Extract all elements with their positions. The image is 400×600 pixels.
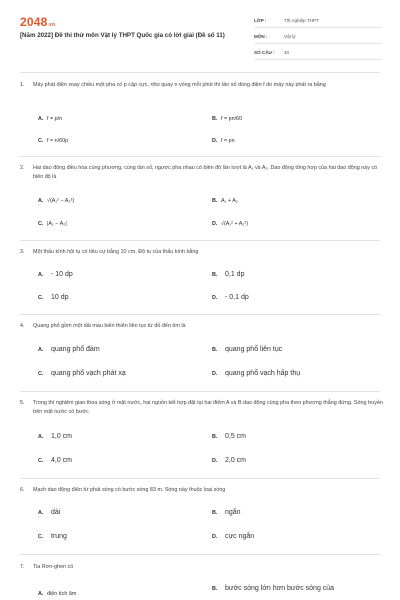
option-text: trung: [51, 533, 67, 540]
question-number: 5.: [20, 400, 25, 406]
meta-row-subject: [254, 30, 382, 44]
question-text: Hai dao động điều hòa cùng phương, cùng tần số, ngược pha nhau có biên độ lần lượt là A₁ và A₂. Dao động tổng hợp của hai dao động này có biên độ là: [33, 165, 378, 180]
question-number: 1.: [20, 82, 25, 88]
option-text: - 10 dp: [51, 271, 73, 278]
option-letter: B.: [212, 434, 218, 440]
option-text: f = p/n: [47, 116, 63, 122]
meta-key: MÔN :: [254, 34, 268, 39]
option-text: 2,0 cm: [225, 457, 247, 464]
option-letter: D.: [212, 295, 218, 301]
divider: [20, 391, 380, 392]
option-text: dài: [51, 509, 61, 516]
question-text: Trong thí nghiệm giao thoa sóng ở mặt nước, hai nguồn kết hợp đặt tại hai điểm A và B dao động cùng pha theo phương thẳng đứng. Sóng truyền trên mặt nước có bước: [33, 400, 383, 415]
option-letter: C.: [38, 371, 44, 377]
option-letter: A.: [38, 347, 44, 353]
option-text: 1,0 cm: [51, 433, 73, 440]
option-text: quang phổ vạch phát xạ: [51, 370, 126, 377]
divider: [20, 240, 380, 241]
page-header: [0, 0, 400, 72]
option-letter: A.: [38, 116, 44, 122]
option-letter: B.: [212, 347, 218, 353]
question-text: Một thấu kính hội tụ có tiêu cự bằng 10 cm. Độ tụ của thấu kính bằng: [33, 249, 199, 255]
question-number: 7.: [20, 564, 25, 570]
option-letter: C.: [38, 295, 44, 301]
option-text: |A₁ − A₂|: [47, 221, 67, 227]
option-letter: C.: [38, 138, 44, 144]
meta-value: Tốt nghiệp THPT: [284, 18, 319, 23]
option-letter: A.: [38, 510, 44, 516]
option-text: f = n/60p: [47, 138, 69, 144]
option-text: quang phổ liên tục: [225, 346, 283, 353]
option-letter: C.: [38, 221, 44, 227]
option-text: √(A₁² − A₂²): [47, 198, 75, 204]
meta-key: LỚP :: [254, 18, 267, 23]
option-letter: D.: [212, 458, 218, 464]
option-letter: B.: [212, 116, 218, 122]
option-text: ngắn: [225, 509, 241, 516]
option-text: 0,1 dp: [225, 271, 245, 278]
site-logo[interactable]: [20, 15, 55, 29]
logo-suffix: .vn: [47, 22, 56, 28]
option-letter: B.: [212, 272, 218, 278]
option-letter: A.: [38, 272, 44, 278]
divider: [20, 156, 380, 157]
question-number: 4.: [20, 323, 25, 329]
question-number: 6.: [20, 487, 25, 493]
option-letter: B.: [212, 586, 218, 592]
document-title: [Năm 2022] Đề thi thử môn Vật lý THPT Quốc gia có lời giải (Đề số 11): [20, 32, 225, 39]
option-text: f = pn: [221, 138, 235, 144]
option-text: 10 dp: [51, 294, 69, 301]
option-letter: B.: [212, 198, 218, 204]
option-letter: A.: [38, 434, 44, 440]
divider: [20, 554, 380, 555]
option-text: - 0,1 dp: [225, 294, 249, 301]
meta-value: 40: [284, 50, 290, 55]
option-letter: A.: [38, 591, 44, 597]
question-text: Mạch dao động điện từ phát sóng có bước sóng 83 m. Sóng này thuộc loại sóng: [33, 487, 226, 493]
option-text: cực ngắn: [225, 533, 255, 540]
option-letter: D.: [212, 138, 218, 144]
option-text: 4,0 cm: [51, 457, 73, 464]
option-text: bước sóng lớn hơn bước sóng của: [225, 585, 335, 592]
option-text: quang phổ đám: [51, 346, 100, 353]
option-text: f = pn/60: [221, 116, 243, 122]
option-letter: D.: [212, 534, 218, 540]
meta-row-count: [254, 46, 382, 60]
question-number: 3.: [20, 249, 25, 255]
divider: [20, 478, 380, 479]
option-text: A₁ + A₂: [221, 198, 238, 204]
divider: [20, 314, 380, 315]
option-letter: B.: [212, 510, 218, 516]
option-text: √(A₁² + A₂²): [221, 221, 249, 227]
question-text: Quang phổ gồm một dải màu biến thiên liên tục từ đỏ đến tím là: [33, 323, 186, 329]
option-letter: A.: [38, 198, 44, 204]
divider: [20, 72, 380, 73]
option-text: điện tích âm: [47, 591, 77, 597]
meta-value: Vật lý: [284, 34, 296, 39]
question-number: 2.: [20, 165, 25, 171]
question-text: Máy phát điện xoay chiều một pha có p cặp cực, rôto quay n vòng mỗi phút thì tần số dòng điện f do máy này phát ra bằng: [33, 82, 326, 88]
question-text: Tia Rơn-ghen có: [33, 564, 74, 570]
option-letter: D.: [212, 371, 218, 377]
option-text: 0,5 cm: [225, 433, 247, 440]
option-text: quang phổ vạch hấp thụ: [225, 370, 301, 377]
option-letter: D.: [212, 221, 218, 227]
meta-row-class: [254, 14, 382, 28]
option-letter: C.: [38, 458, 44, 464]
meta-key: SỐ CÂU :: [254, 50, 275, 55]
option-letter: C.: [38, 534, 44, 540]
logo-text: 2048: [20, 15, 48, 29]
